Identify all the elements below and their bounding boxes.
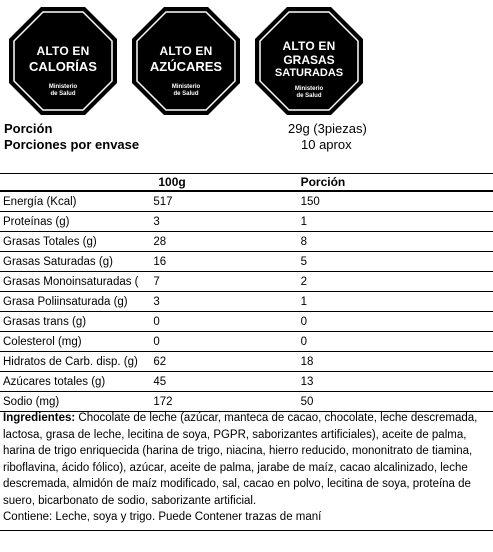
value-portion: 0 [298, 312, 493, 332]
seal-authority: Ministerio de Salud [171, 84, 201, 97]
value-100g: 172 [150, 392, 297, 412]
value-100g: 16 [150, 252, 297, 272]
seal-line-1: ALTO EN [282, 39, 336, 53]
value-portion: 2 [298, 272, 493, 292]
nutrient-name: Sodio (mg) [0, 392, 150, 412]
warning-seals [0, 0, 493, 120]
seal-high-calories [8, 6, 118, 116]
seal-high-saturated-fats [254, 6, 364, 116]
table-row [0, 212, 493, 232]
ingredients-block [0, 408, 493, 531]
value-100g: 7 [150, 272, 297, 292]
seal-authority: Ministerio de Salud [294, 86, 324, 99]
value-portion: 50 [298, 392, 493, 412]
servings-label: Porciones por envase [4, 137, 140, 152]
table-row [0, 292, 493, 312]
ingredients-label: Ingredientes: [3, 412, 76, 424]
table-row [0, 191, 493, 212]
value-100g: 3 [150, 292, 297, 312]
seal-line-2: AZÚCARES [149, 59, 223, 74]
nutrient-name: Azúcares totales (g) [0, 372, 150, 392]
value-100g: 62 [150, 352, 297, 372]
table-row [0, 312, 493, 332]
header-portion: Porción [298, 174, 493, 192]
nutrient-name: Grasas Saturadas (g) [0, 252, 150, 272]
seal-high-sugars [131, 6, 241, 116]
portion-label: Porción [4, 121, 53, 136]
table-row [0, 372, 493, 392]
table-row [0, 252, 493, 272]
nutrition-table [0, 173, 493, 412]
seal-line-2: CALORÍAS [29, 59, 97, 74]
nutrient-name: Energía (Kcal) [0, 191, 150, 212]
servings-value: 10 aprox [301, 137, 352, 152]
table-row [0, 352, 493, 372]
header-100g: 100g [150, 174, 297, 192]
table-row [0, 332, 493, 352]
value-portion: 1 [298, 292, 493, 312]
seal-authority: Ministerio de Salud [48, 84, 78, 97]
nutrient-name: Grasas Totales (g) [0, 232, 150, 252]
seal-line-2: GRASAS [283, 53, 335, 67]
nutrient-name: Grasa Poliinsaturada (g) [0, 292, 150, 312]
header-nutrient [0, 174, 150, 192]
nutrient-name: Colesterol (mg) [0, 332, 150, 352]
value-100g: 3 [150, 212, 297, 232]
value-100g: 28 [150, 232, 297, 252]
value-portion: 150 [298, 191, 493, 212]
seal-line-1: ALTO EN [159, 44, 213, 58]
value-portion: 5 [298, 252, 493, 272]
value-portion: 0 [298, 332, 493, 352]
nutrient-name: Hidratos de Carb. disp. (g) [0, 352, 150, 372]
portion-value: 29g (3piezas) [288, 121, 367, 136]
value-100g: 45 [150, 372, 297, 392]
nutrient-name: Grasas Monoinsaturadas ( [0, 272, 150, 292]
value-100g: 517 [150, 191, 297, 212]
allergens-text: Contiene: Leche, soya y trigo. Puede Contener trazas de maní [3, 511, 322, 523]
nutrient-name: Proteínas (g) [0, 212, 150, 232]
table-header-row [0, 174, 493, 192]
ingredients-text: Chocolate de leche (azúcar, manteca de cacao, chocolate, leche descremada, lactosa, grasa de leche, lecitina de soya, PGPR, saborizantes artificiales), aceite de palma, harina de trigo enriquecida (harina de trigo, niacina, hierro reducido, mononitrato de tiamina, riboflavina, ácido fólico), azúcar, aceite de palma, jarabe de maíz, cacao alcalinizado, leche descremada, almidón de maíz modificado, sal, cacao en polvo, lecitina de soya, proteína de suero, bicarbonato de sodio, saborizante artificial. [3, 412, 478, 507]
table-row [0, 272, 493, 292]
value-100g: 0 [150, 332, 297, 352]
value-portion: 8 [298, 232, 493, 252]
table-row [0, 232, 493, 252]
portion-info [4, 121, 489, 153]
value-portion: 18 [298, 352, 493, 372]
value-portion: 1 [298, 212, 493, 232]
seal-line-3: SATURADAS [274, 67, 344, 79]
seal-line-1: ALTO EN [36, 44, 90, 58]
value-100g: 0 [150, 312, 297, 332]
value-portion: 13 [298, 372, 493, 392]
nutrient-name: Grasas trans (g) [0, 312, 150, 332]
